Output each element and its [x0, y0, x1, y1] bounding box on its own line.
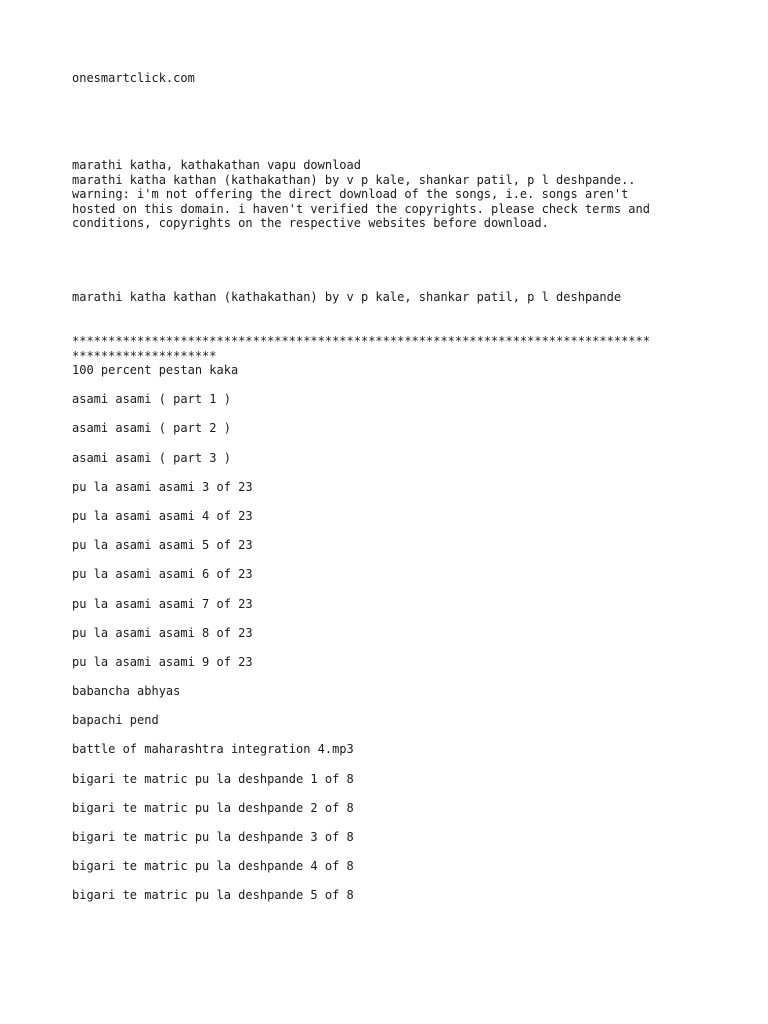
list-item: asami asami ( part 2 ) [72, 421, 231, 436]
list-item: bigari te matric pu la deshpande 3 of 8 [72, 830, 354, 844]
list-item: pu la asami asami 9 of 23 [72, 654, 253, 669]
star-separator-line-1: ******************************************************************************** [72, 334, 650, 348]
star-separator [72, 334, 650, 363]
warning-line-2: hosted on this domain. i haven't verified the copyrights. please check terms and [72, 201, 650, 216]
site-name: onesmartclick.com [72, 71, 195, 85]
list-item: bigari te matric pu la deshpande 5 of 8 [72, 888, 354, 903]
list-item: bigari te matric pu la deshpande 4 of 8 [72, 859, 354, 874]
intro-description: marathi katha kathan (kathakathan) by v p kale, shankar patil, p l deshpande.. [72, 172, 636, 187]
list-item: babancha abhyas [72, 684, 181, 699]
list-item: bigari te matric pu la deshpande 1 of 8 [72, 771, 354, 786]
section-title: marathi katha kathan (kathakathan) by v p kale, shankar patil, p l deshpande [72, 290, 622, 304]
track-list [72, 363, 354, 918]
list-item: pu la asami asami 7 of 23 [72, 596, 253, 611]
star-separator-line-2: ******************** [72, 348, 217, 363]
list-item: pu la asami asami 3 of 23 [72, 479, 253, 494]
warning-line-3: conditions, copyrights on the respective websites before download. [72, 216, 549, 231]
intro-heading: marathi katha, kathakathan vapu download [72, 158, 361, 172]
list-item: 100 percent pestan kaka [72, 363, 239, 377]
list-item: pu la asami asami 8 of 23 [72, 625, 253, 640]
list-item: pu la asami asami 6 of 23 [72, 567, 253, 582]
list-item: battle of maharashtra integration 4.mp3 [72, 742, 354, 757]
intro-block [72, 158, 650, 231]
list-item: pu la asami asami 4 of 23 [72, 508, 253, 523]
list-item: bigari te matric pu la deshpande 2 of 8 [72, 800, 354, 815]
list-item: bapachi pend [72, 713, 159, 728]
warning-line-1: warning: i'm not offering the direct download of the songs, i.e. songs aren't [72, 187, 629, 202]
list-item: asami asami ( part 1 ) [72, 392, 231, 407]
list-item: asami asami ( part 3 ) [72, 450, 231, 465]
list-item: pu la asami asami 5 of 23 [72, 538, 253, 553]
